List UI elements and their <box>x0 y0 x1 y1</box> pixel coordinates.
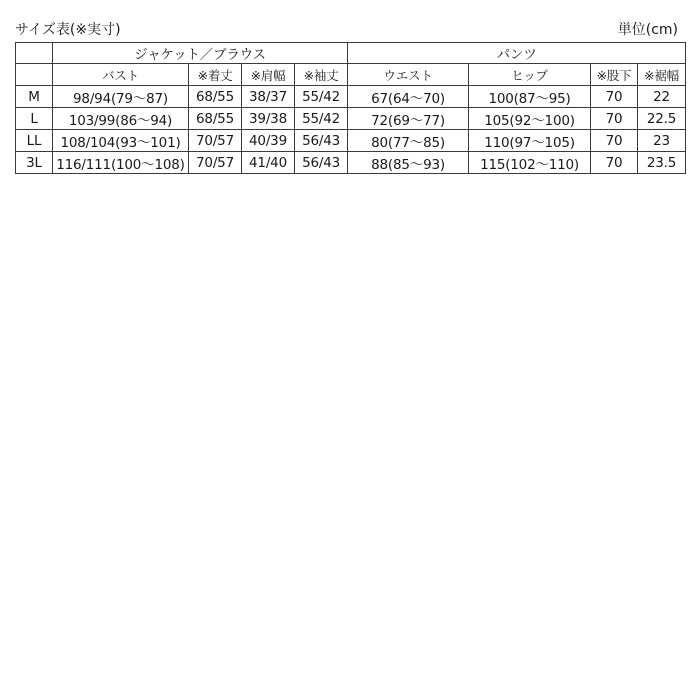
column-header-inseam: ※股下 <box>591 64 638 86</box>
table-cell: 115(102〜110) <box>469 152 591 174</box>
table-cell: 22.5 <box>638 108 686 130</box>
table-cell: 116/111(100〜108) <box>53 152 189 174</box>
column-header-hip: ヒップ <box>469 64 591 86</box>
table-row <box>16 86 686 108</box>
column-header-length: ※着丈 <box>189 64 242 86</box>
size-label: LL <box>16 130 53 152</box>
table-cell: 72(69〜77) <box>348 108 469 130</box>
table-cell: 70 <box>591 86 638 108</box>
table-cell: 80(77〜85) <box>348 130 469 152</box>
table-cell: 68/55 <box>189 108 242 130</box>
table-cell: 70/57 <box>189 130 242 152</box>
table-cell: 108/104(93〜101) <box>53 130 189 152</box>
size-label: 3L <box>16 152 53 174</box>
table-cell: 70 <box>591 152 638 174</box>
table-cell: 23 <box>638 130 686 152</box>
column-header-shoulder: ※肩幅 <box>242 64 295 86</box>
size-table <box>15 42 686 174</box>
table-row <box>16 108 686 130</box>
group-header-pants: パンツ <box>348 43 686 64</box>
table-cell: 22 <box>638 86 686 108</box>
table-cell: 70/57 <box>189 152 242 174</box>
table-cell: 56/43 <box>295 152 348 174</box>
corner-cell <box>16 43 53 64</box>
table-cell: 105(92〜100) <box>469 108 591 130</box>
table-cell: 39/38 <box>242 108 295 130</box>
table-cell: 100(87〜95) <box>469 86 591 108</box>
table-cell: 98/94(79〜87) <box>53 86 189 108</box>
table-cell: 68/55 <box>189 86 242 108</box>
table-cell: 55/42 <box>295 108 348 130</box>
size-label: M <box>16 86 53 108</box>
column-header-sleeve: ※袖丈 <box>295 64 348 86</box>
table-cell: 67(64〜70) <box>348 86 469 108</box>
table-row <box>16 152 686 174</box>
table-title: サイズ表(※実寸) <box>15 22 121 38</box>
table-cell: 70 <box>591 108 638 130</box>
table-row <box>16 130 686 152</box>
group-header-row <box>16 43 686 64</box>
table-cell: 70 <box>591 130 638 152</box>
table-cell: 55/42 <box>295 86 348 108</box>
column-header-hem-width: ※裾幅 <box>638 64 686 86</box>
group-header-jacket: ジャケット／ブラウス <box>53 43 348 64</box>
table-cell: 38/37 <box>242 86 295 108</box>
table-cell: 40/39 <box>242 130 295 152</box>
column-header-row <box>16 64 686 86</box>
corner-cell-lower <box>16 64 53 86</box>
unit-label: 単位(cm) <box>617 22 678 38</box>
table-cell: 88(85〜93) <box>348 152 469 174</box>
column-header-bust: バスト <box>53 64 189 86</box>
table-cell: 23.5 <box>638 152 686 174</box>
table-cell: 41/40 <box>242 152 295 174</box>
table-cell: 56/43 <box>295 130 348 152</box>
table-cell: 103/99(86〜94) <box>53 108 189 130</box>
size-label: L <box>16 108 53 130</box>
column-header-waist: ウエスト <box>348 64 469 86</box>
table-cell: 110(97〜105) <box>469 130 591 152</box>
